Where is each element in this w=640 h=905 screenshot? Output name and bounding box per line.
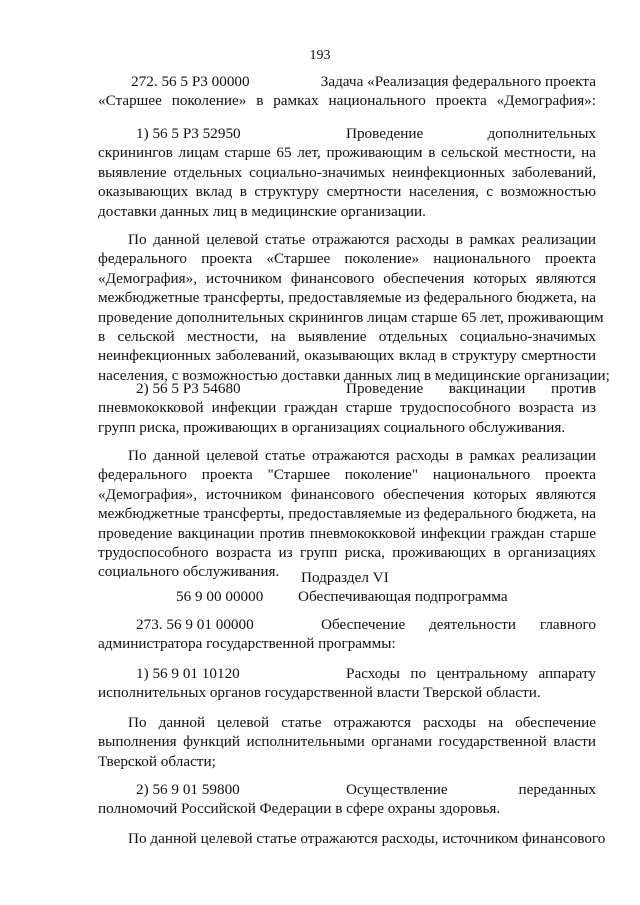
text-line: «Демография», источником финансового обеспечения которых являются [98,269,596,287]
subsection-title: Подраздел VI [301,569,389,586]
text-line: населения, с возможностью доставки данных лиц в медицинские организации; [98,366,610,384]
text-line: По данной целевой статье отражаются расходы в рамках реализации [128,231,596,248]
text-line: администратора государственной программы: [98,635,396,653]
description-52950 [98,230,610,385]
article-273-line [98,615,596,634]
article-273 [98,615,596,654]
text-line: оказывающих вклад в структуру смертности населения, с возможностью [98,183,596,201]
text-line: выполнения функций исполнительными органами государственной власти [98,733,596,751]
text-line: проведение дополнительных скринингов лицам старше 65 лет, проживающим [98,308,604,326]
item-10120-code: 1) 56 9 01 10120 [136,665,240,682]
article-272-title-cont: «Старшее поколение» в рамках национального проекта «Демография»: [98,92,596,110]
text-line: выявление отдельных социально-значимых неинфекционных заболеваний, [98,163,596,181]
item-54680 [98,379,596,437]
item-10120-title: Расходы по центральному аппарату [346,665,596,682]
article-273-title: Обеспечение деятельности главного [321,616,596,633]
item-52950-head [98,124,596,143]
item-52950-code: 1) 56 5 Р3 52950 [136,125,241,142]
text-line: скринингов лицам старше 65 лет, проживающим в сельской местности, на [98,144,596,162]
text-line: По данной целевой статье отражаются расходы, источником финансового [128,830,606,847]
text-line: «Демография», источником финансового обеспечения которых являются [98,485,596,503]
text-line: По данной целевой статье отражаются расходы в рамках реализации [128,447,596,464]
item-59800 [98,780,596,819]
text-line: По данной целевой статье отражаются расходы на обеспечение [128,714,596,731]
item-59800-head [98,780,596,799]
subsection-title-line [98,568,596,587]
text-line: межбюджетные трансферты, предоставляемые из федерального бюджета, на [98,289,596,307]
description-54680 [98,446,596,582]
article-273-code: 273. 56 9 01 00000 [136,616,254,633]
item-52950 [98,124,596,221]
text-line: федерального проекта «Старшее поколение» национального проекта [98,250,596,268]
article-272-code: 272. 56 5 Р3 00000 [131,73,250,90]
article-272-line [98,72,596,91]
text-line: трудоспособного возраста из групп риска, проживающих в организациях [98,543,596,561]
text-line: доставки данных лиц в медицинские организации. [98,202,426,220]
subsection-name: Обеспечивающая подпрограмма [298,588,508,606]
text-line: межбюджетные трансферты, предоставляемые из федерального бюджета, на [98,505,596,523]
item-59800-code: 2) 56 9 01 59800 [136,781,240,798]
text-line: неинфекционных заболеваний, оказывающих вклад в структуру смертности [98,347,596,365]
text-line: пневмококковой инфекции граждан старше трудоспособного возраста из [98,399,596,417]
text-line: в сельской местности, на выявление отдельных социально-значимых [98,327,596,345]
article-272-title: Задача «Реализация федерального проекта [320,73,596,90]
text-line: полномочий Российской Федерации в сфере охраны здоровья. [98,800,501,818]
text-line: федерального проекта "Старшее поколение" национального проекта [98,466,596,484]
item-54680-head [98,379,596,398]
item-10120 [98,664,596,703]
page-number: 193 [309,48,331,63]
subsection-head [98,587,596,606]
description-59800 [98,829,606,848]
subsection-vi [98,568,596,607]
text-line: социального обслуживания. [98,563,280,581]
item-10120-head [98,664,596,683]
text-line: исполнительных органов государственной власти Тверской области. [98,684,541,702]
description-10120 [98,713,596,771]
text-line: Тверской области; [98,752,216,770]
item-54680-code: 2) 56 5 Р3 54680 [136,380,241,397]
article-272 [98,72,596,111]
subsection-code: 56 9 00 00000 [176,588,264,606]
text-line: проведение вакцинации против пневмококковой инфекции граждан старше [98,524,596,542]
item-52950-title: Проведение дополнительных [346,125,596,142]
item-54680-title: Проведение вакцинации против [346,380,596,397]
text-line: групп риска, проживающих в организациях социального обслуживания. [98,418,566,436]
item-59800-title: Осуществление переданных [346,781,596,798]
